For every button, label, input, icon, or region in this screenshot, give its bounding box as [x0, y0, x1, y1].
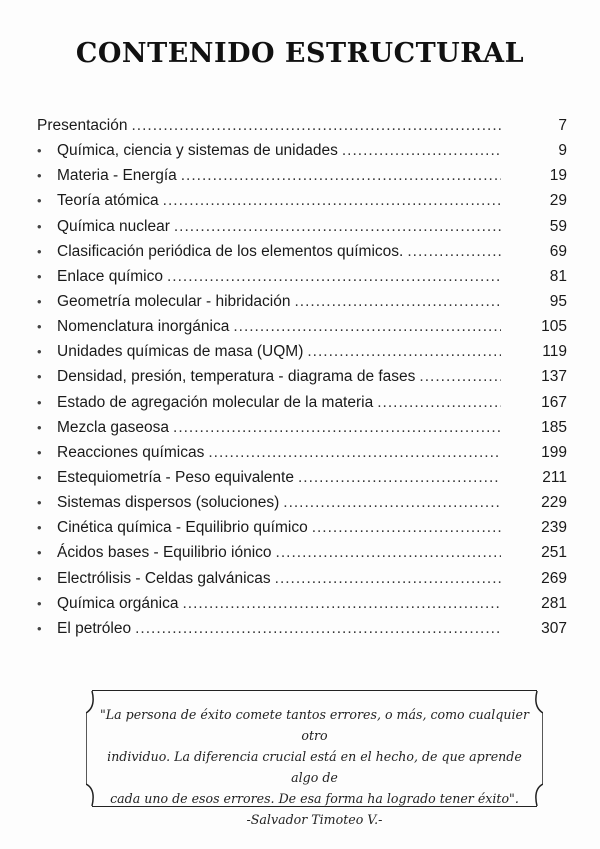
dot-leader — [342, 142, 501, 160]
bullet-icon: • — [37, 293, 42, 309]
toc-entry-page: 105 — [541, 318, 567, 336]
page-title: CONTENIDO ESTRUCTURAL — [75, 38, 525, 69]
toc-entry-page: 269 — [541, 569, 567, 587]
dot-leader — [377, 394, 501, 412]
dot-leader — [419, 368, 501, 386]
bullet-icon: • — [37, 419, 42, 435]
toc-entry-label: Unidades químicas de masa (UQM) — [57, 343, 304, 361]
toc-entry-label: Teoría atómica — [57, 192, 159, 210]
toc-entry-page: 19 — [549, 167, 567, 185]
bullet-icon: • — [37, 570, 42, 586]
toc-entry — [37, 469, 567, 494]
toc-entry-page: 251 — [541, 544, 567, 562]
toc-entry — [37, 494, 567, 519]
dot-leader — [181, 167, 501, 185]
toc-entry-label: Electrólisis - Celdas galvánicas — [57, 569, 271, 587]
dot-leader — [233, 318, 501, 336]
toc-entry-page: 211 — [542, 468, 567, 486]
bullet-icon: • — [37, 495, 42, 511]
bullet-icon: • — [37, 444, 42, 460]
toc-entry-label: Ácidos bases - Equilibrio iónico — [57, 544, 272, 562]
toc-entry — [37, 167, 567, 192]
toc-entry-label: Presentación — [37, 117, 128, 134]
toc-entry — [37, 117, 567, 142]
toc-entry-page: 59 — [549, 217, 567, 235]
bullet-icon: • — [37, 193, 42, 209]
toc-entry-page: 9 — [558, 142, 567, 160]
toc-entry-label: Nomenclatura inorgánica — [57, 318, 230, 336]
toc-entry-page: 307 — [541, 619, 567, 637]
toc-entry-page: 229 — [541, 494, 567, 512]
toc-entry-label: Geometría molecular - hibridación — [57, 292, 291, 310]
toc-entry-page: 69 — [549, 242, 567, 260]
dot-leader — [163, 192, 501, 210]
toc-entry-label: El petróleo — [57, 619, 132, 637]
bullet-icon: • — [37, 620, 42, 636]
quote-line: cada uno de esos errores. De esa forma ha logrado tener éxito". — [110, 791, 519, 806]
toc-entry — [37, 192, 567, 217]
toc-entry — [37, 243, 567, 268]
bullet-icon: • — [37, 319, 42, 335]
toc-entry-label: Sistemas dispersos (soluciones) — [57, 494, 280, 512]
dot-leader — [312, 519, 501, 537]
dot-leader — [407, 243, 501, 261]
toc-entry — [37, 368, 567, 393]
toc-entry-page: 137 — [541, 368, 567, 386]
dot-leader — [298, 469, 501, 487]
toc-entry-label: Mezcla gaseosa — [57, 418, 170, 436]
toc-entry — [37, 268, 567, 293]
dot-leader — [208, 444, 501, 462]
toc-entry — [37, 595, 567, 620]
toc-entry — [37, 620, 567, 645]
quote-line: individuo. La diferencia crucial está en el hecho, de que aprende algo de — [107, 749, 522, 785]
toc-entry-label: Reacciones químicas — [57, 443, 205, 461]
toc-entry — [37, 419, 567, 444]
toc-entry-label: Química nuclear — [57, 217, 170, 235]
dot-leader — [131, 117, 501, 135]
toc-entry — [37, 142, 567, 167]
dot-leader — [294, 293, 501, 311]
toc-entry-label: Estequiometría - Peso equivalente — [57, 468, 294, 486]
table-of-contents — [37, 117, 567, 645]
bullet-icon: • — [37, 369, 42, 385]
dot-leader — [174, 218, 501, 236]
toc-entry-page: 81 — [549, 267, 567, 285]
bullet-icon: • — [37, 469, 42, 485]
toc-entry-page: 199 — [541, 443, 567, 461]
toc-entry — [37, 343, 567, 368]
toc-entry-label: Estado de agregación molecular de la materia — [57, 393, 374, 411]
quote-box — [92, 690, 537, 827]
toc-entry-label: Enlace químico — [57, 267, 163, 285]
bullet-icon: • — [37, 168, 42, 184]
bullet-icon: • — [37, 394, 42, 410]
toc-entry-page: 239 — [541, 519, 567, 537]
toc-entry-page: 119 — [542, 343, 567, 361]
toc-entry — [37, 218, 567, 243]
toc-entry-page: 281 — [541, 594, 567, 612]
toc-entry — [37, 519, 567, 544]
dot-leader — [173, 419, 501, 437]
toc-entry-page: 95 — [549, 292, 567, 310]
dot-leader — [307, 343, 501, 361]
dot-leader — [283, 494, 501, 512]
toc-entry-label: Química orgánica — [57, 594, 179, 612]
toc-entry-label: Cinética química - Equilibrio químico — [57, 519, 308, 537]
bullet-icon: • — [37, 520, 42, 536]
dot-leader — [275, 570, 501, 588]
bullet-icon: • — [37, 344, 42, 360]
dot-leader — [182, 595, 501, 613]
bullet-icon: • — [37, 143, 42, 159]
bullet-icon: • — [37, 218, 42, 234]
toc-entry-page: 7 — [558, 117, 567, 134]
toc-entry — [37, 293, 567, 318]
toc-entry — [37, 318, 567, 343]
toc-entry — [37, 544, 567, 569]
quote-line: "La persona de éxito comete tantos errores, o más, como cualquier otro — [99, 707, 529, 743]
toc-entry-page: 167 — [541, 393, 567, 411]
quote-author: -Salvador Timoteo V.- — [246, 812, 383, 827]
dot-leader — [135, 620, 501, 638]
toc-entry — [37, 444, 567, 469]
toc-entry-page: 185 — [541, 418, 567, 436]
toc-entry-label: Densidad, presión, temperatura - diagrama de fases — [57, 368, 416, 386]
dot-leader — [276, 544, 501, 562]
dot-leader — [167, 268, 501, 286]
toc-entry-label: Materia - Energía — [57, 167, 177, 185]
bullet-icon: • — [37, 268, 42, 284]
toc-entry-page: 29 — [549, 192, 567, 210]
toc-entry — [37, 394, 567, 419]
toc-entry — [37, 570, 567, 595]
toc-entry-label: Clasificación periódica de los elementos químicos. — [57, 242, 404, 260]
bullet-icon: • — [37, 595, 42, 611]
bullet-icon: • — [37, 243, 42, 259]
bullet-icon: • — [37, 545, 42, 561]
toc-entry-label: Química, ciencia y sistemas de unidades — [57, 142, 338, 160]
